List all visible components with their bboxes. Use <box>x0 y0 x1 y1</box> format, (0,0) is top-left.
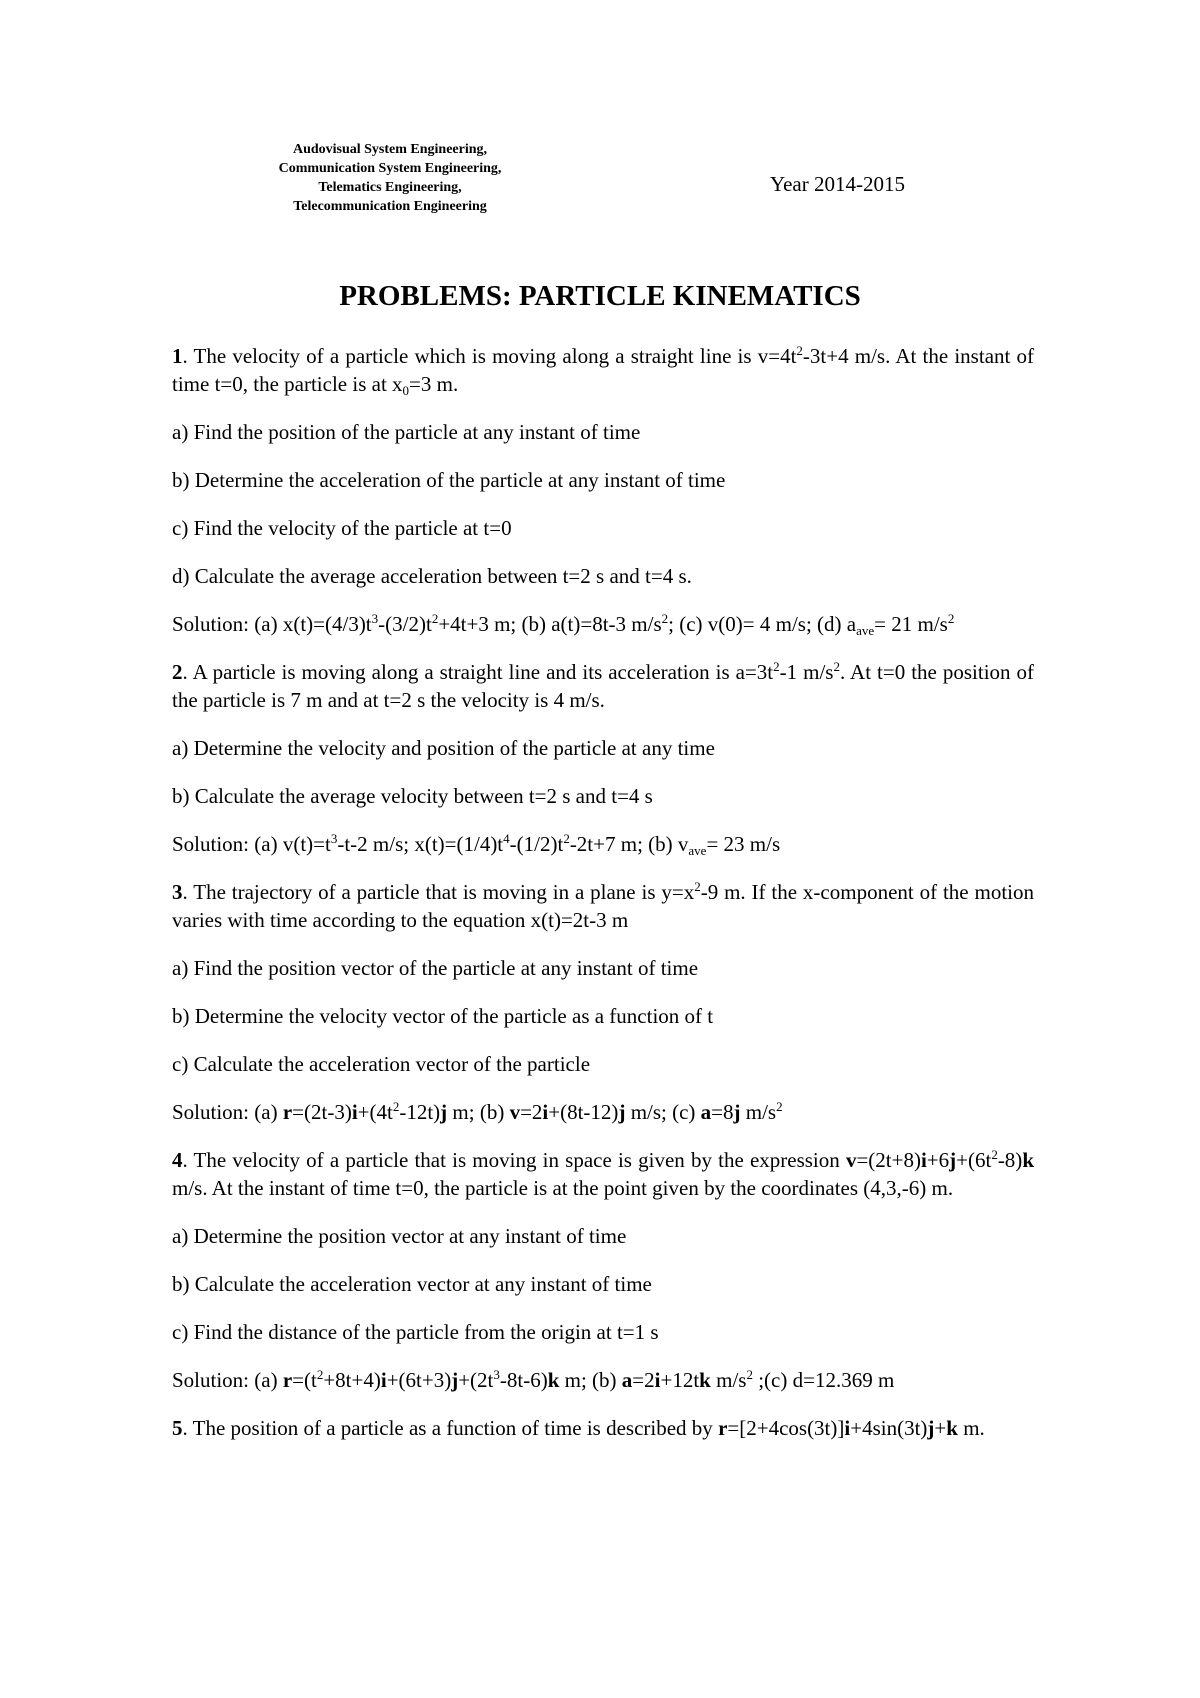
solution-text: -(3/2)t <box>378 612 432 636</box>
statement-text: +(6t <box>956 1148 992 1172</box>
solution-text: =2 <box>520 1100 543 1124</box>
unit-vector: j <box>618 1100 626 1124</box>
exponent: 2 <box>392 1099 400 1114</box>
solution-text: -8t-6) <box>499 1368 548 1392</box>
problem-1-part-b: b) Determine the acceleration of the particle at any instant of time <box>172 468 726 492</box>
unit-vector: j <box>451 1368 459 1392</box>
vector-symbol: v <box>845 1148 857 1172</box>
solution-text: m; (b) <box>559 1368 622 1392</box>
problem-3-part-c: c) Calculate the acceleration vector of the particle <box>172 1052 591 1076</box>
page-title: PROBLEMS: PARTICLE KINEMATICS <box>339 280 861 312</box>
solution-text: -2t+7 m; (b) v <box>569 832 689 856</box>
statement-text: m. <box>957 1416 985 1440</box>
exponent: 2 <box>661 611 669 626</box>
statement-text: -1 m/s <box>779 660 834 684</box>
unit-vector: i <box>654 1368 661 1392</box>
unit-vector: k <box>699 1368 711 1392</box>
solution-text: -(1/2)t <box>509 832 564 856</box>
exponent: 2 <box>316 1367 324 1382</box>
problem-1-part-a: a) Find the position of the particle at any instant of time <box>172 420 641 444</box>
solution-text: -t-2 m/s; x(t)=(1/4)t <box>337 832 504 856</box>
problem-number: 5 <box>172 1416 183 1440</box>
unit-vector: k <box>946 1416 958 1440</box>
statement-text: + <box>934 1416 947 1440</box>
vector-symbol: v <box>509 1100 521 1124</box>
solution-text: = 23 m/s <box>706 832 781 856</box>
problem-5-statement <box>172 1414 1034 1442</box>
solution-text: +(4t <box>357 1100 393 1124</box>
solution-text: +12t <box>660 1368 700 1392</box>
solution-text: +8t+4) <box>323 1368 381 1392</box>
unit-vector: k <box>1022 1148 1034 1172</box>
statement-text: . At t=0 the position of the particle is 7 m and at t=2 s the velocity is 4 m/s. <box>172 660 1035 712</box>
solution-text: +(6t+3) <box>386 1368 452 1392</box>
vector-symbol: a <box>621 1368 633 1392</box>
solution-text: -12t) <box>399 1100 441 1124</box>
exponent: 3 <box>493 1367 500 1382</box>
subscript: ave <box>688 843 707 858</box>
exponent: 2 <box>746 1367 753 1382</box>
problem-1-part-d: d) Calculate the average acceleration between t=2 s and t=4 s. <box>172 564 692 588</box>
exponent: 2 <box>796 343 803 358</box>
solution-text: m; (b) <box>447 1100 510 1124</box>
unit-vector: i <box>920 1148 927 1172</box>
problem-4-solution <box>172 1366 1034 1394</box>
solution-text: m/s <box>710 1368 747 1392</box>
unit-vector: j <box>949 1148 957 1172</box>
department-line: Telecommunication Engineering <box>293 199 487 214</box>
statement-text: +4sin(3t) <box>850 1416 928 1440</box>
statement-text: . The velocity of a particle that is moving in space is given by the expression <box>182 1148 846 1172</box>
unit-vector: k <box>547 1368 560 1392</box>
unit-vector: i <box>844 1416 851 1440</box>
solution-text: =8 <box>711 1100 734 1124</box>
vector-symbol: a <box>700 1100 712 1124</box>
statement-text: =(2t+8) <box>856 1148 921 1172</box>
academic-year: Year 2014-2015 <box>770 172 905 196</box>
statement-text: m/s. At the instant of time t=0, the particle is at the point given by the coordinates (4,3,-6) m. <box>172 1176 954 1200</box>
department-line: Telematics Engineering, <box>318 180 462 195</box>
solution-text: +4t+3 m; (b) a(t)=8t-3 m/s <box>438 612 662 636</box>
department-line: Audovisual System Engineering, <box>292 142 488 157</box>
unit-vector: j <box>733 1100 741 1124</box>
solution-text: m/s; (c) <box>625 1100 701 1124</box>
solution-text: =2 <box>632 1368 655 1392</box>
statement-text: =[2+4cos(3t)] <box>727 1416 845 1440</box>
unit-vector: j <box>927 1416 935 1440</box>
exponent: 2 <box>833 659 840 674</box>
solution-text: Solution: (a) v(t)=t <box>172 832 331 856</box>
problem-number: 4 <box>172 1148 183 1172</box>
problem-3-part-a: a) Find the position vector of the particle at any instant of time <box>172 956 699 980</box>
statement-text: -3t+4 m/s. At the instant of time t=0, the particle is at x <box>172 344 1035 396</box>
vector-symbol: r <box>718 1416 728 1440</box>
problem-3-solution <box>172 1098 1034 1126</box>
solution-text: Solution: (a) <box>172 1100 283 1124</box>
exponent: 2 <box>991 1147 998 1162</box>
statement-text: . The velocity of a particle which is moving along a straight line is v=4t <box>182 344 797 368</box>
solution-text: m/s <box>740 1100 777 1124</box>
statement-text: . The position of a particle as a function of time is described by <box>182 1416 719 1440</box>
statement-text: -8) <box>997 1148 1023 1172</box>
problem-1-solution <box>172 610 1034 638</box>
exponent: 2 <box>773 659 780 674</box>
department-line: Communication System Engineering, <box>278 161 502 176</box>
exponent: 2 <box>431 611 439 626</box>
problem-4-part-a: a) Determine the position vector at any instant of time <box>172 1224 627 1248</box>
statement-text: . A particle is moving along a straight line and its acceleration is a=3t <box>182 660 774 684</box>
problem-3-part-b: b) Determine the velocity vector of the particle as a function of t <box>172 1004 714 1028</box>
problem-1-statement <box>172 342 1034 398</box>
solution-text: +(2t <box>458 1368 494 1392</box>
statement-text: -9 m. If the x-component of the motion varies with time according to the equation x(t)=2t-3 m <box>172 880 1034 932</box>
problem-4-statement <box>172 1146 1034 1202</box>
problem-number: 2 <box>172 660 183 684</box>
department-list <box>250 140 530 216</box>
solution-text: ; (c) v(0)= 4 m/s; (d) a <box>668 612 857 636</box>
problem-number: 1 <box>172 344 183 368</box>
unit-vector: j <box>440 1100 448 1124</box>
vector-symbol: r <box>282 1100 293 1124</box>
exponent: 3 <box>371 611 379 626</box>
solution-text: Solution: (a) x(t)=(4/3)t <box>172 612 372 636</box>
problem-1-part-c: c) Find the velocity of the particle at t=0 <box>172 516 512 540</box>
statement-text: . The trajectory of a particle that is moving in a plane is y=x <box>182 880 695 904</box>
problem-2-part-a: a) Determine the velocity and position of the particle at any time <box>172 736 715 760</box>
exponent: 4 <box>503 831 510 846</box>
unit-vector: i <box>542 1100 549 1124</box>
solution-text: =(t <box>292 1368 317 1392</box>
solution-text: ;(c) d=12.369 m <box>752 1368 895 1392</box>
exponent: 2 <box>563 831 570 846</box>
problem-3-statement <box>172 878 1034 934</box>
problem-number: 3 <box>172 880 183 904</box>
exponent: 2 <box>947 611 955 626</box>
problem-4-part-b: b) Calculate the acceleration vector at any instant of time <box>172 1272 652 1296</box>
problem-list <box>172 342 1034 1462</box>
solution-text: = 21 m/s <box>874 612 948 636</box>
problem-4-part-c: c) Find the distance of the particle from the origin at t=1 s <box>172 1320 659 1344</box>
statement-text: +6 <box>926 1148 950 1172</box>
exponent: 2 <box>776 1099 783 1114</box>
statement-text: =3 m. <box>409 372 459 396</box>
solution-text: =(2t-3) <box>292 1100 352 1124</box>
exponent: 2 <box>694 879 701 894</box>
unit-vector: i <box>351 1100 358 1124</box>
exponent: 3 <box>330 831 338 846</box>
problem-2-statement <box>172 658 1034 714</box>
solution-text: Solution: (a) <box>172 1368 283 1392</box>
vector-symbol: r <box>282 1368 293 1392</box>
problem-2-part-b: b) Calculate the average velocity between t=2 s and t=4 s <box>172 784 653 808</box>
subscript: ave <box>856 623 875 638</box>
unit-vector: i <box>380 1368 387 1392</box>
solution-text: +(8t-12) <box>548 1100 619 1124</box>
problem-2-solution <box>172 830 1034 858</box>
subscript: 0 <box>402 383 410 398</box>
